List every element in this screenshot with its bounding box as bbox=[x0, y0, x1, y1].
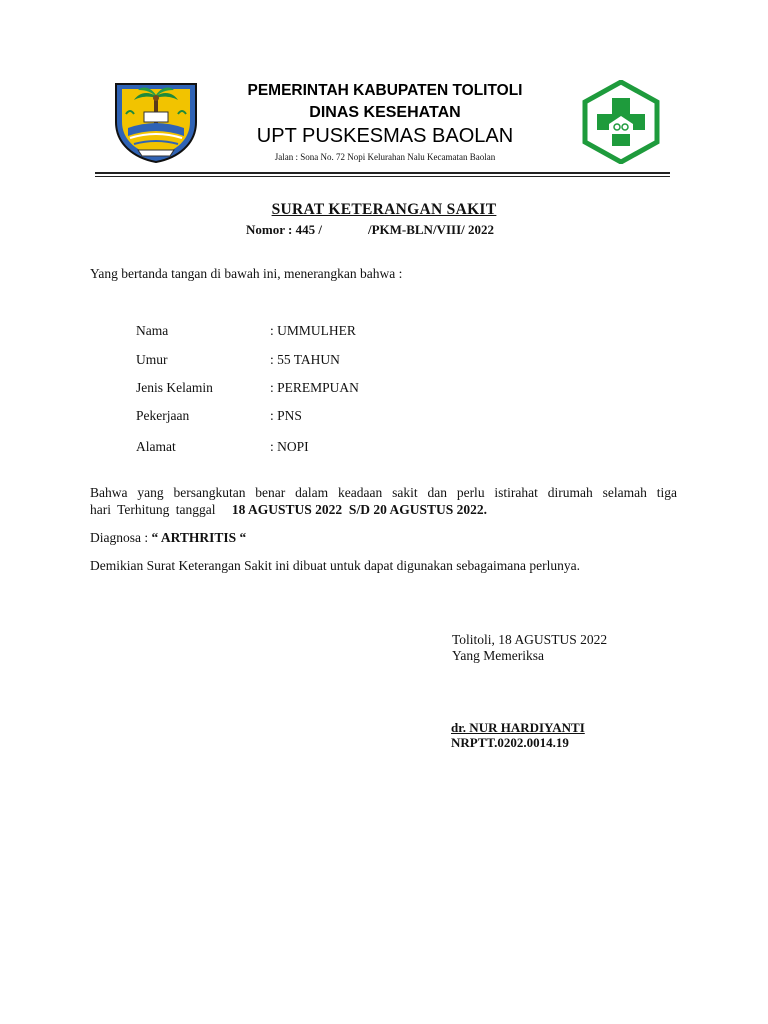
field-value-alamat: : NOPI bbox=[270, 439, 309, 454]
field-value-nama: : UMMULHER bbox=[270, 323, 356, 338]
signature-place-date: Tolitoli, 18 AGUSTUS 2022 bbox=[452, 632, 608, 647]
diagnosa-label: Diagnosa : bbox=[90, 530, 149, 545]
letter-number-prefix: Nomor : 445 / bbox=[246, 222, 322, 237]
letter-intro: Yang bertanda tangan di bawah ini, menerangkan bahwa : bbox=[90, 266, 403, 281]
field-value-pekerjaan: : PNS bbox=[270, 408, 302, 423]
puskesmas-logo bbox=[581, 80, 661, 164]
header-institution: UPT PUSKESMAS BAOLAN bbox=[256, 125, 514, 147]
header-department: DINAS KESEHATAN bbox=[309, 104, 461, 121]
field-label-nama: Nama bbox=[136, 323, 169, 338]
letter-closing: Demikian Surat Keterangan Sakit ini dibuat untuk dapat digunakan sebagaimana perlunya. bbox=[90, 558, 580, 573]
signature-name: dr. NUR HARDIYANTI bbox=[451, 720, 585, 735]
header-government: PEMERINTAH KABUPATEN TOLITOLI bbox=[247, 82, 523, 99]
field-value-umur: : 55 TAHUN bbox=[270, 352, 340, 367]
field-label-umur: Umur bbox=[136, 352, 168, 367]
header-divider bbox=[95, 172, 670, 174]
letter-body-line1: Bahwa yang bersangkutan benar dalam keadaan sakit dan perlu istirahat dirumah selamah tiga bbox=[90, 485, 677, 500]
letter-number-suffix: /PKM-BLN/VIII/ 2022 bbox=[367, 222, 494, 237]
signature-role: Yang Memeriksa bbox=[452, 648, 544, 663]
diagnosa-line bbox=[90, 530, 246, 546]
field-value-jenis-kelamin: : PEREMPUAN bbox=[270, 380, 359, 395]
letter-title: SURAT KETERANGAN SAKIT bbox=[271, 201, 497, 218]
header-divider-thin bbox=[95, 176, 670, 177]
regency-crest-logo bbox=[108, 78, 204, 164]
letter-body-prefix: hari Terhitung tanggal bbox=[90, 502, 216, 517]
field-label-pekerjaan: Pekerjaan bbox=[136, 408, 190, 423]
diagnosa-value: “ ARTHRITIS “ bbox=[151, 530, 247, 545]
letter-body-dates: 18 AGUSTUS 2022 S/D 20 AGUSTUS 2022. bbox=[231, 502, 487, 517]
letter-number bbox=[246, 222, 494, 238]
field-label-jenis-kelamin: Jenis Kelamin bbox=[136, 380, 213, 395]
header-address: Jalan : Sona No. 72 Nopi Kelurahan Nalu Kecamatan Baolan bbox=[274, 152, 496, 162]
field-label-alamat: Alamat bbox=[136, 439, 176, 454]
signature-id: NRPTT.0202.0014.19 bbox=[451, 735, 569, 750]
letter-body-line2 bbox=[90, 502, 487, 518]
